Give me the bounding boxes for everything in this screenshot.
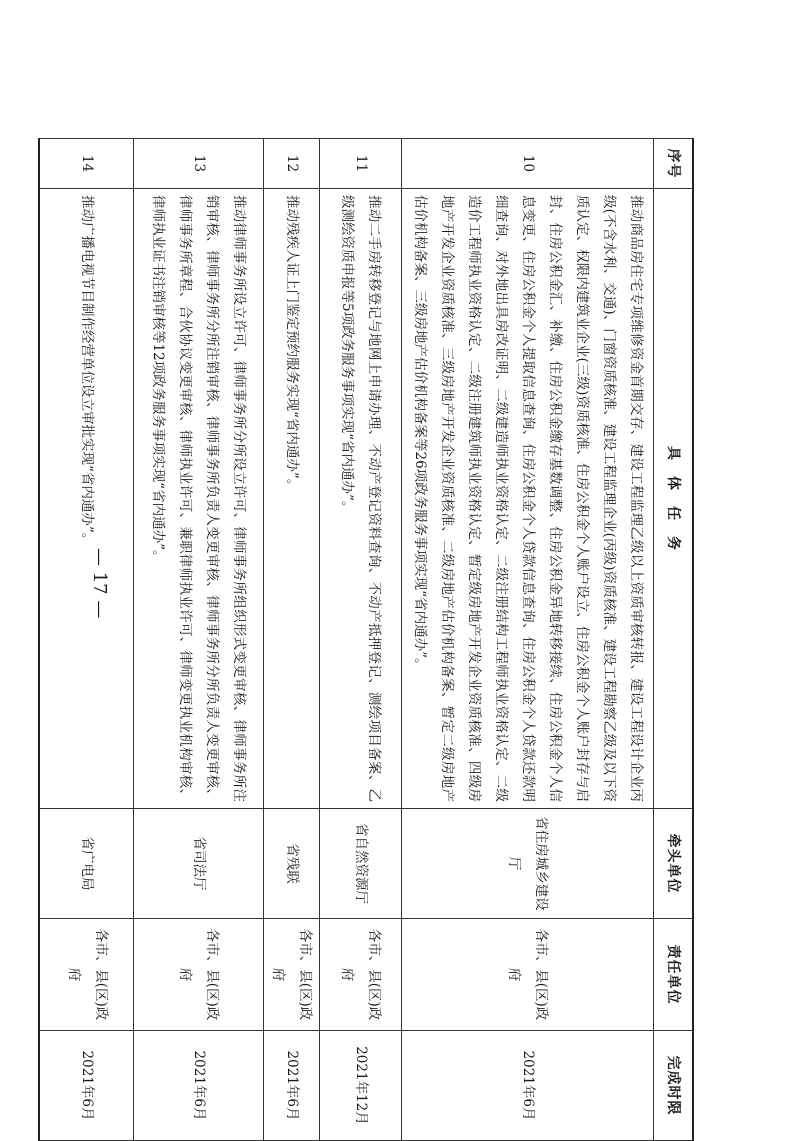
row-deadline: 2021年6月 [134,1031,264,1141]
row-number: 13 [134,139,264,189]
header-task: 具 体 任 务 [654,189,694,809]
row-responsible-unit: 各市、县(区)政府 [134,919,264,1031]
row-number: 14 [40,139,134,189]
page-dash-right: — [89,600,110,619]
row-deadline: 2021年6月 [402,1031,654,1141]
header-deadline: 完成时限 [654,1031,694,1141]
row-deadline: 2021年6月 [264,1031,320,1141]
row-responsible-unit: 各市、县(区)政府 [264,919,320,1031]
row-task: 推动残疾人证上门鉴定预约服务实现“省内通办”。 [264,189,320,809]
table-row [134,139,264,1141]
task-table [39,138,695,1141]
row-task: 推动二手房转移登记与地网上申请办理、不动产登记资料查询、不动产抵押登记、测绘项目备案、乙级测绘资质申报等5项政务服务事项实现“省内通办”。 [320,189,402,809]
row-number: 11 [320,139,402,189]
header-responsible-unit: 责任单位 [654,919,694,1031]
page-dash-left: — [89,548,110,566]
table-header-row [654,139,694,1141]
row-task: 推动广播电视节目制作经营单位设立审批实现“省内通办”。 [40,189,134,809]
row-number: 10 [402,139,654,189]
row-task: 推动商品房住宅专项维修资金首期交存、建设工程监理乙级以上资质审核转报、建设工程设计企业丙级(不含水利、交通)、门窗资质核准、建设工程监理企业(丙级)资质核准、建设工程勘察乙级及以下资质认定、权限内建筑业企业(三级)资质核准、住房公积金个人账户设立、住房公积金个人账户封存与启封、住房公积金汇、补缴、住房公积金缴存基数调整、住房公积金异地转移接续、住房公积金个人信息变更、住房公积金个人提取信息查询、住房公积金个人贷款信息查询、住房公积金个人贷款还款明细查询、对外地出具房改证明、二级建造师执业资格认定、二级注册结构工程师执业资格认定、二级造价工程师执业资格认定、二级注册建筑师执业资格认定、暂定级房地产开发企业资质核准、四级房地产开发企业资质核准、三级房地产开发企业资质核准、二级房地产估价机构备案、暂定二级房地产估价机构备案、三级房地产估价机构备案等26项政务服务事项实现“省内通办”。 [402,189,654,809]
row-responsible-unit: 各市、县(区)政府 [402,919,654,1031]
row-lead-unit: 省自然资源厅 [320,809,402,919]
row-lead-unit: 省广电局 [40,809,134,919]
row-number: 12 [264,139,320,189]
row-deadline: 2021年6月 [40,1031,134,1141]
row-responsible-unit: 各市、县(区)政府 [320,919,402,1031]
table-row [264,139,320,1141]
row-responsible-unit: 各市、县(区)政府 [40,919,134,1031]
row-task: 推动律师事务所设立许可、律师事务所分所设立许可、律师事务所组织形式变更审核、律师事务所注销审核、律师事务所分所注销审核、律师事务所负责人变更审核、律师事务所分所负责人变更审核、律师事务所章程、合伙协议变更审核、律师执业许可、兼职律师执业许可、律师变更执业机构审核、律师执业证书注销审核等12项政务服务事项实现“省内通办”。 [134,189,264,809]
header-num: 序号 [654,139,694,189]
row-deadline: 2021年12月 [320,1031,402,1141]
header-lead-unit: 牵头单位 [654,809,694,919]
page-number-value: 17 [89,571,110,595]
table-row [320,139,402,1141]
table-row [40,139,134,1141]
page-number [79,548,119,619]
table-row [402,139,654,1141]
row-lead-unit: 省残联 [264,809,320,919]
row-lead-unit: 省住房城乡建设厅 [402,809,654,919]
row-lead-unit: 省司法厅 [134,809,264,919]
